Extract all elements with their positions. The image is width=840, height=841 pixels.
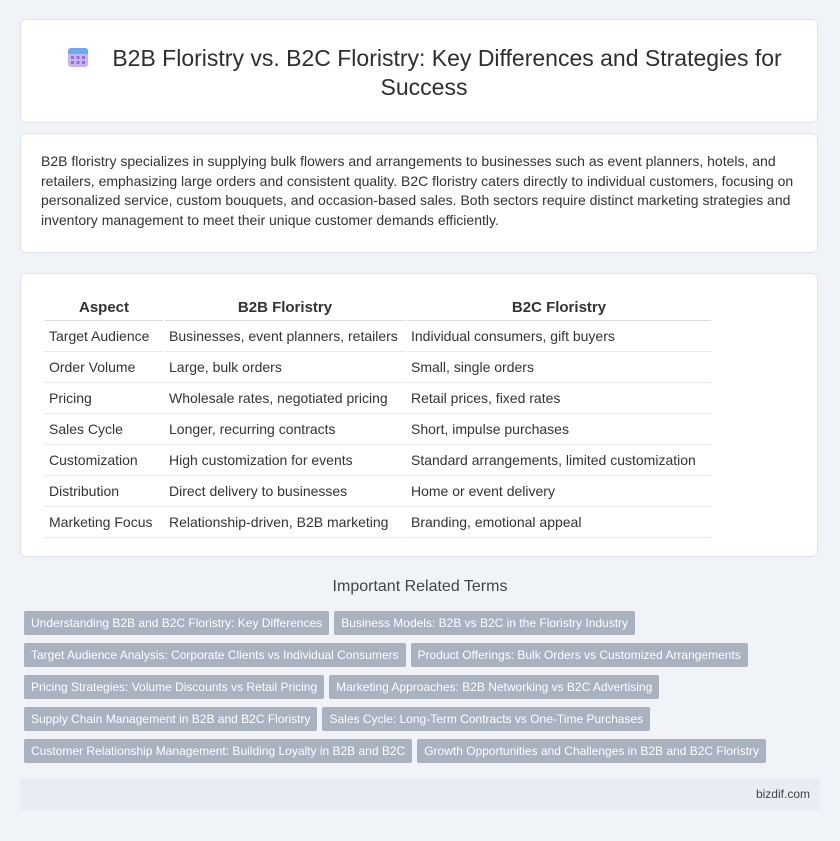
related-term-tag[interactable]: Target Audience Analysis: Corporate Clients vs Individual Consumers — [24, 643, 406, 667]
table-row — [45, 321, 711, 352]
tag-row — [24, 611, 824, 643]
calendar-icon — [66, 45, 90, 69]
b2b-cell: Relationship-driven, B2B marketing — [165, 507, 405, 538]
b2c-cell: Individual consumers, gift buyers — [407, 321, 711, 352]
intro-paragraph: B2B floristry specializes in supplying bulk flowers and arrangements to businesses such as event planners, hotels, and retailers, emphasizing large orders and consistent quality. B2C floristry caters directly to individual customers, focusing on personalized service, custom bouquets, and occasion-based sales. Both sectors require distinct marketing strategies and inventory management to meet their unique customer demands efficiently. — [41, 153, 794, 228]
comparison-table — [43, 294, 713, 538]
b2b-cell: Wholesale rates, negotiated pricing — [165, 383, 405, 414]
related-term-tag[interactable]: Sales Cycle: Long-Term Contracts vs One-Time Purchases — [322, 707, 650, 731]
tag-row — [24, 739, 824, 771]
table-row — [45, 507, 711, 538]
table-row — [45, 383, 711, 414]
b2c-cell: Standard arrangements, limited customization — [407, 445, 711, 476]
title-card — [20, 19, 818, 123]
related-term-tag[interactable]: Customer Relationship Management: Building Loyalty in B2B and B2C — [24, 739, 412, 763]
b2c-cell: Small, single orders — [407, 352, 711, 383]
b2b-cell: High customization for events — [165, 445, 405, 476]
footer — [20, 778, 820, 810]
b2c-cell: Home or event delivery — [407, 476, 711, 507]
tag-row — [24, 707, 824, 739]
b2b-cell: Longer, recurring contracts — [165, 414, 405, 445]
page-title: B2B Floristry vs. B2C Floristry: Key Differences and Strategies for Success — [112, 45, 782, 100]
table-row — [45, 476, 711, 507]
comparison-card — [20, 273, 818, 557]
b2c-cell: Branding, emotional appeal — [407, 507, 711, 538]
aspect-cell: Distribution — [45, 476, 163, 507]
aspect-cell: Sales Cycle — [45, 414, 163, 445]
b2b-cell: Businesses, event planners, retailers — [165, 321, 405, 352]
aspect-cell: Marketing Focus — [45, 507, 163, 538]
table-row — [45, 445, 711, 476]
header-b2b: B2B Floristry — [165, 294, 405, 321]
aspect-cell: Target Audience — [45, 321, 163, 352]
related-terms-list — [24, 611, 824, 771]
related-term-tag[interactable]: Growth Opportunities and Challenges in B2B and B2C Floristry — [417, 739, 766, 763]
b2b-cell: Large, bulk orders — [165, 352, 405, 383]
aspect-cell: Customization — [45, 445, 163, 476]
aspect-cell: Order Volume — [45, 352, 163, 383]
b2c-cell: Short, impulse purchases — [407, 414, 711, 445]
table-header-row — [45, 294, 711, 321]
page-title-wrap — [51, 44, 797, 102]
b2b-cell: Direct delivery to businesses — [165, 476, 405, 507]
table-row — [45, 414, 711, 445]
related-term-tag[interactable]: Pricing Strategies: Volume Discounts vs Retail Pricing — [24, 675, 324, 699]
related-term-tag[interactable]: Marketing Approaches: B2B Networking vs B2C Advertising — [329, 675, 659, 699]
header-b2c: B2C Floristry — [407, 294, 711, 321]
b2c-cell: Retail prices, fixed rates — [407, 383, 711, 414]
header-aspect: Aspect — [45, 294, 163, 321]
tag-row — [24, 643, 824, 675]
related-term-tag[interactable]: Business Models: B2B vs B2C in the Floristry Industry — [334, 611, 635, 635]
intro-card — [20, 133, 818, 253]
tag-row — [24, 675, 824, 707]
related-term-tag[interactable]: Product Offerings: Bulk Orders vs Customized Arrangements — [411, 643, 748, 667]
related-term-tag[interactable]: Understanding B2B and B2C Floristry: Key Differences — [24, 611, 329, 635]
related-terms-heading: Important Related Terms — [332, 578, 508, 595]
aspect-cell: Pricing — [45, 383, 163, 414]
footer-brand[interactable]: bizdif.com — [755, 787, 810, 801]
related-term-tag[interactable]: Supply Chain Management in B2B and B2C Floristry — [24, 707, 317, 731]
table-row — [45, 352, 711, 383]
